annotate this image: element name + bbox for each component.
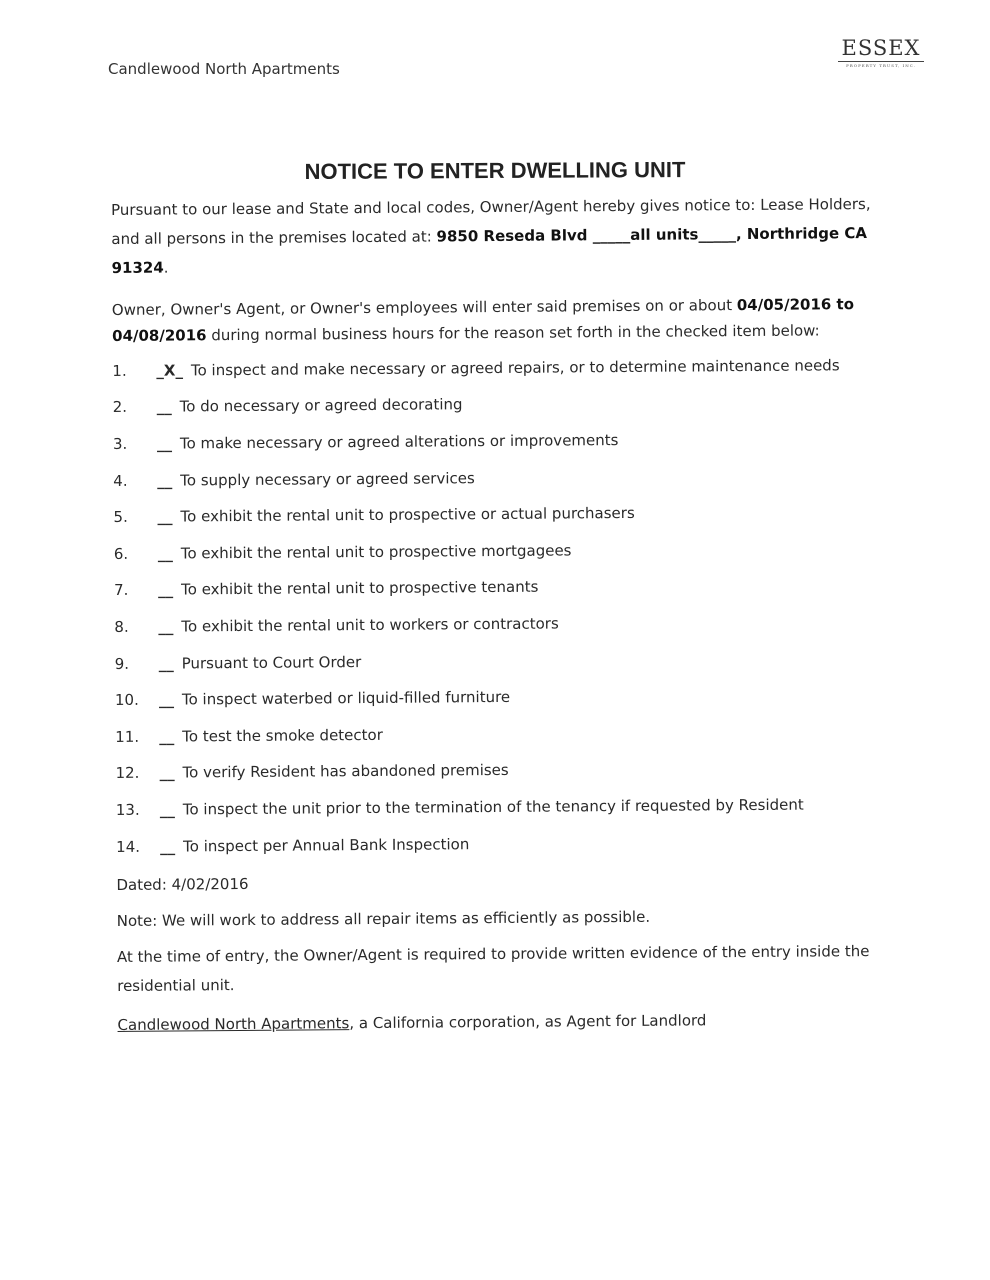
reason-number: 6. — [113, 544, 129, 563]
reason-number: 2. — [112, 398, 128, 417]
reason-text: To exhibit the rental unit to workers or contractors — [181, 614, 559, 636]
reason-text: To inspect per Annual Bank Inspection — [183, 834, 470, 855]
logo-subtitle: PROPERTY TRUST, INC. — [846, 63, 916, 68]
header-company-name: Candlewood North Apartments — [108, 60, 340, 78]
reason-checkmark: __ — [158, 690, 175, 709]
reason-checkmark: __ — [157, 471, 173, 490]
reason-checkmark: __ — [158, 654, 174, 673]
reason-text: To supply necessary or agreed services — [180, 468, 475, 490]
reason-checkmark: __ — [159, 763, 175, 782]
reason-number: 4. — [113, 471, 128, 490]
property-address: 9850 Reseda Blvd _____all units_____, Northridge CA 91324 — [111, 224, 868, 277]
intro-paragraph — [111, 190, 872, 283]
entry-text: Owner, Owner's Agent, or Owner's employees will enter said premises on or about — [111, 296, 737, 319]
reason-checkmark: __ — [158, 580, 174, 600]
reason-item — [113, 384, 873, 427]
notice-body — [111, 190, 878, 1040]
entry-dates-paragraph — [112, 291, 872, 349]
reason-number: 7. — [114, 581, 129, 600]
reason-number: 13. — [115, 800, 140, 819]
reason-checkmark: __ — [157, 544, 173, 563]
reason-text: To inspect the unit prior to the termination of the tenancy if requested by Resident — [182, 795, 804, 819]
reason-checkmark: __ — [156, 397, 172, 417]
reason-item — [115, 750, 875, 793]
reason-number: 10. — [114, 690, 139, 710]
reason-item — [112, 347, 872, 390]
reason-number: 3. — [112, 434, 128, 453]
logo-wordmark: ESSEX — [841, 36, 921, 60]
reason-checkmark: _X_ — [156, 361, 184, 380]
reason-item — [114, 567, 874, 610]
reason-number: 12. — [115, 764, 140, 783]
logo-rule — [838, 61, 924, 62]
reason-item — [115, 713, 875, 756]
reason-checkmark: __ — [159, 727, 175, 746]
reason-item — [113, 493, 873, 536]
essex-logo — [838, 36, 924, 69]
entry-dates: 04/05/2016 to 04/08/2016 — [112, 295, 855, 345]
intro-text: Pursuant to our lease and State and local codes, Owner/Agent hereby gives notice to: Lease Holders, and all persons in the premises located at: — [111, 195, 871, 248]
reason-checkmark: __ — [159, 800, 175, 819]
reason-item — [115, 676, 875, 719]
reason-text: To exhibit the rental unit to prospective tenants — [181, 578, 539, 599]
reason-number: 9. — [114, 654, 130, 673]
reason-item — [113, 457, 873, 500]
reason-checkmark: __ — [158, 617, 174, 636]
reason-text: To inspect and make necessary or agreed repairs, or to determine maintenance needs — [190, 356, 840, 380]
reason-text: To test the smoke detector — [182, 725, 383, 746]
reason-number: 14. — [116, 837, 141, 856]
agent-description: , a California corporation, as Agent for Landlord — [349, 1011, 707, 1033]
notice-title: NOTICE TO ENTER DWELLING UNIT — [304, 157, 686, 184]
reason-item — [116, 786, 876, 829]
entry-evidence-paragraph: At the time of entry, the Owner/Agent is required to provide written evidence of the entry inside the residential unit. — [116, 942, 870, 996]
reason-number: 5. — [113, 508, 128, 527]
reason-number: 11. — [115, 727, 140, 746]
intro-end: . — [163, 258, 169, 277]
reason-checkmark: __ — [156, 434, 173, 453]
reason-item — [114, 603, 874, 646]
reason-item — [116, 823, 876, 866]
reason-text: To exhibit the rental unit to prospective mortgagees — [180, 541, 572, 563]
reason-checkmark: __ — [160, 837, 176, 856]
entry-rest: during normal business hours for the reason set forth in the checked item below: — [206, 321, 820, 345]
dated-line: Dated: 4/02/2016 — [116, 874, 249, 894]
reason-item — [115, 640, 875, 683]
reason-number: 1. — [112, 361, 127, 380]
reason-text: To verify Resident has abandoned premises — [182, 761, 509, 782]
agent-company-name: Candlewood North Apartments — [117, 1014, 350, 1035]
reason-text: To exhibit the rental unit to prospective or actual purchasers — [180, 504, 635, 526]
reason-text: Pursuant to Court Order — [181, 652, 362, 673]
reason-text: To make necessary or agreed alterations or improvements — [179, 431, 619, 453]
reason-number: 8. — [114, 617, 129, 636]
reason-text: To inspect waterbed or liquid-filled furniture — [181, 688, 511, 709]
reason-list — [112, 347, 876, 865]
agent-signature-line — [117, 1005, 877, 1040]
reason-text: To do necessary or agreed decorating — [179, 395, 463, 416]
note-line: Note: We will work to address all repair items as efficiently as possible. — [116, 907, 651, 930]
reason-item — [113, 420, 873, 463]
reason-checkmark: __ — [157, 507, 173, 526]
reason-item — [114, 530, 874, 573]
